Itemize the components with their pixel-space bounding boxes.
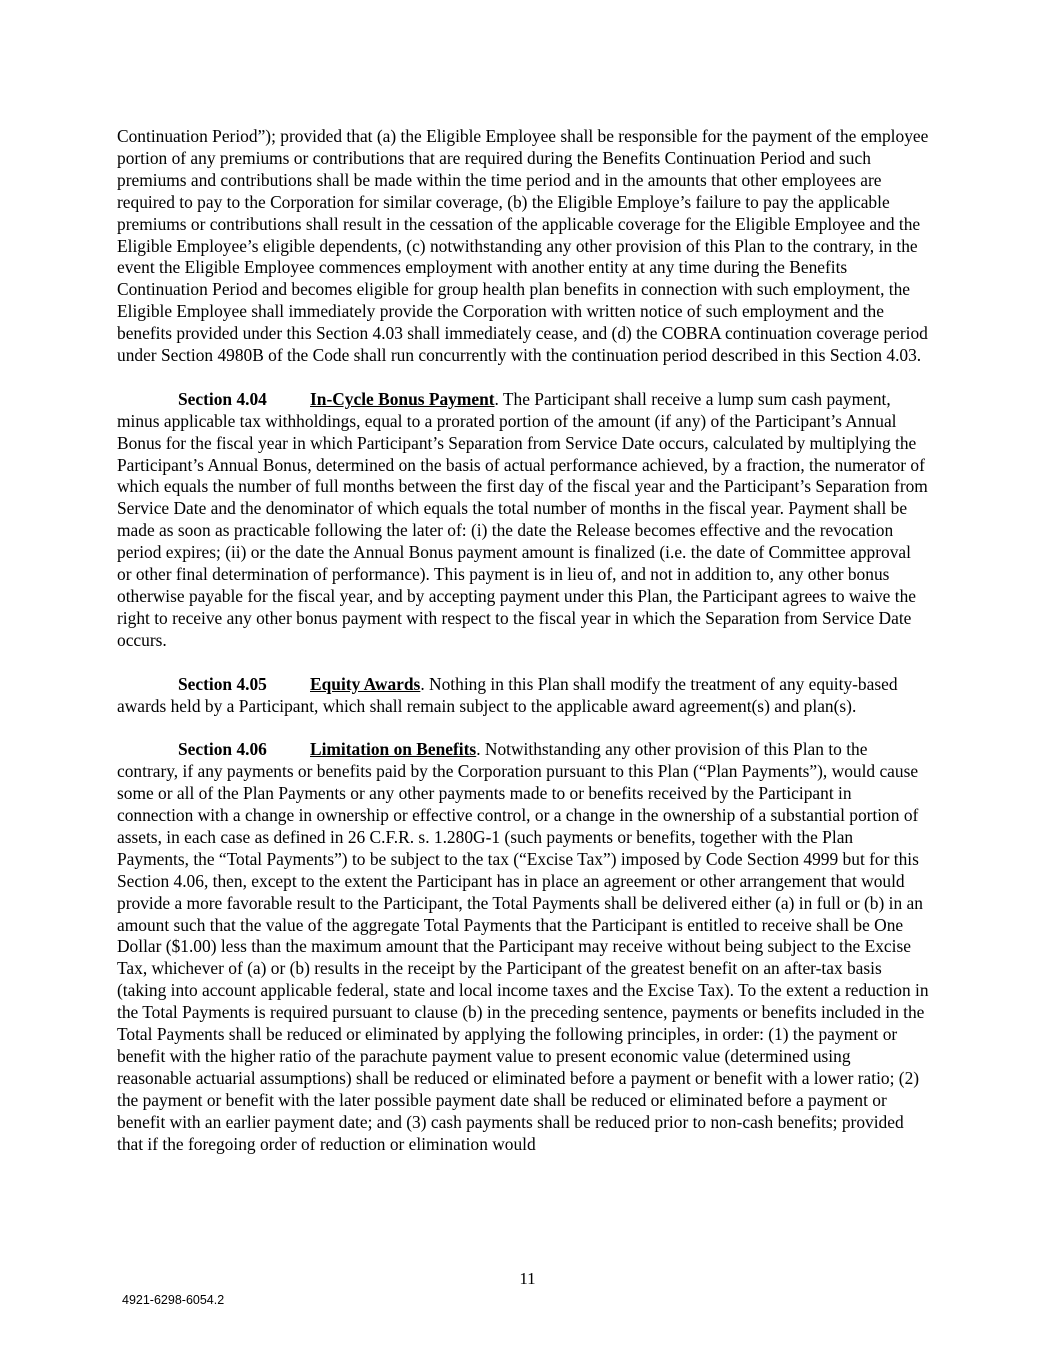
continuation-paragraph: Continuation Period”); provided that (a) the Eligible Employee shall be responsible for the payment of the employee portion of any premiums or contributions that are required during the Benefits Continuation Period and such premiums and contributions shall be made within the time period and in the amounts that other employees are required to pay to the Corporation for similar coverage, (b) the Eligible Employe’s failure to pay the applicable premiums or contributions shall result in the cessation of the applicable coverage for the Eligible Employee and the Eligible Employee’s eligible dependents, (c) notwithstanding any other provision of this Plan to the contrary, in the event the Eligible Employee commences employment with another entity at any time during the Benefits Continuation Period and becomes eligible for group health plan benefits in connection with such employment, the Eligible Employee shall immediately provide the Corporation with written notice of such employment and the benefits provided under this Section 4.03 shall immediately cease, and (d) the COBRA continuation coverage period under Section 4980B of the Code shall run concurrently with the continuation period described in this Section 4.03. (117, 126, 929, 366)
page-number: 11 (519, 1269, 536, 1288)
section-4-05-paragraph (117, 674, 929, 718)
section-text: . The Participant shall receive a lump sum cash payment, minus applicable tax withholdings, equal to a prorated portion of the amount (if any) of the Participant’s Annual Bonus for the fiscal year in which Participant’s Separation from Service Date occurs, calculated by multiplying the Participant’s Annual Bonus, determined on the basis of actual performance achieved, by a fraction, the numerator of which equals the number of full months between the first day of the fiscal year and the Participant’s Separation from Service Date and the denominator of which equals the total number of months in the fiscal year. Payment shall be made as soon as practicable following the later of: (i) the date the Release becomes effective and the revocation period expires; (ii) or the date the Annual Bonus payment amount is finalized (i.e. the date of Committee approval or other final determination of performance). This payment is in lieu of, and not in addition to, any other bonus otherwise payable for the fiscal year, and by accepting payment under this Plan, the Participant agrees to waive the right to receive any other bonus payment with respect to the fiscal year in which the Separation from Service Date occurs. (117, 388, 928, 650)
section-4-06-paragraph (117, 739, 929, 1155)
section-number: Section 4.04 (178, 388, 267, 409)
section-number: Section 4.06 (178, 739, 267, 760)
section-title: Limitation on Benefits (310, 739, 477, 760)
section-4-04-paragraph (117, 389, 929, 652)
section-title: Equity Awards (310, 673, 421, 694)
document-body (117, 126, 929, 1177)
section-number: Section 4.05 (178, 673, 267, 694)
section-text: . Notwithstanding any other provision of this Plan to the contrary, if any payments or benefits paid by the Corporation pursuant to this Plan (“Plan Payments”), would cause some or all of the Plan Payments or any other payments made to or benefits received by the Participant in connection with a change in ownership or effective control, or a change in the ownership of a substantial portion of assets, in each case as defined in 26 C.F.R. s. 1.280G-1 (such payments or benefits, together with the Plan Payments, the “Total Payments”) to be subject to the tax (“Excise Tax”) imposed by Code Section 4999 but for this Section 4.06, then, except to the extent the Participant has in place an agreement or other arrangement that would provide a more favorable result to the Participant, the Total Payments shall be delivered either (a) in full or (b) in an amount such that the value of the aggregate Total Payments that the Participant is entitled to receive shall be One Dollar ($1.00) less than the maximum amount that the Participant may receive without being subject to the Excise Tax, whichever of (a) or (b) results in the receipt by the Participant of the greatest benefit on an after-tax basis (taking into account applicable federal, state and local income taxes and the Excise Tax). To the extent a reduction in the Total Payments is required pursuant to clause (b) in the preceding sentence, payments or benefits included in the Total Payments shall be reduced or eliminated by applying the following principles, in order: (1) the payment or benefit with the higher ratio of the parachute payment value to present economic value (determined using reasonable actuarial assumptions) shall be reduced or eliminated before a payment or benefit with a lower ratio; (2) the payment or benefit with the later possible payment date shall be reduced or eliminated before a payment or benefit with an earlier payment date; and (3) cash payments shall be reduced prior to non-cash benefits; provided that if the foregoing order of reduction or elimination would (117, 739, 929, 1154)
document-id: 4921-6298-6054.2 (122, 1293, 225, 1307)
section-text: . Nothing in this Plan shall modify the treatment of any equity-based awards held by a Participant, which shall remain subject to the applicable award agreement(s) and plan(s). (117, 673, 898, 716)
section-title: In-Cycle Bonus Payment (310, 388, 495, 409)
